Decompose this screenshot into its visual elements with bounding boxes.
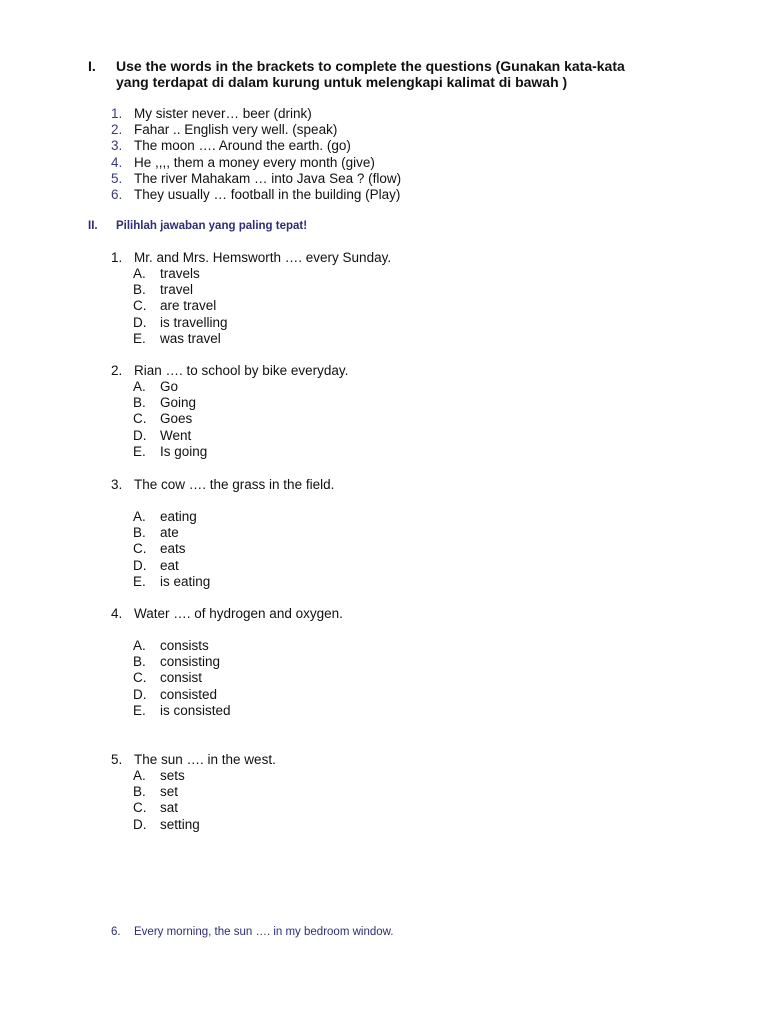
question-text: The cow …. the grass in the field. [134, 477, 335, 492]
option-b[interactable] [133, 654, 231, 670]
section-1-list [111, 106, 401, 203]
option-e[interactable] [133, 331, 228, 347]
question-1-options [133, 266, 228, 347]
option-letter: D. [133, 686, 147, 702]
option-a[interactable] [133, 638, 231, 654]
option-letter: B. [133, 282, 146, 298]
option-letter: E. [133, 573, 146, 589]
item-number: 6. [111, 186, 123, 202]
option-text: consisting [160, 654, 221, 670]
item-text: My sister never… beer (drink) [134, 106, 312, 121]
question-2-options [133, 379, 207, 460]
option-text: are travel [160, 298, 217, 314]
option-text: consists [160, 638, 209, 653]
item-text: The river Mahakam … into Java Sea ? (flow) [134, 170, 402, 186]
option-letter: C. [133, 298, 147, 314]
option-a[interactable] [133, 266, 228, 282]
option-letter: B. [133, 784, 146, 800]
question-text: Rian …. to school by bike everyday. [134, 363, 349, 378]
option-text: setting [160, 816, 200, 832]
option-letter: D. [133, 557, 147, 573]
item-text: He ,,,, them a money every month (give) [134, 154, 375, 170]
option-text: is consisted [160, 702, 231, 718]
section-2-instruction: Pilihlah jawaban yang paling tepat! [116, 220, 308, 232]
question-number: 5. [111, 752, 123, 767]
option-letter: A. [133, 768, 146, 783]
item-text: Fahar .. English very well. (speak) [134, 122, 338, 138]
question-number: 3. [111, 477, 123, 492]
list-item [111, 171, 401, 187]
option-d[interactable] [133, 558, 210, 574]
option-e[interactable] [133, 574, 210, 590]
option-letter: C. [133, 800, 147, 816]
option-text: consist [160, 670, 203, 686]
section-1-instruction [116, 58, 716, 90]
option-c[interactable] [133, 800, 200, 816]
option-text: eat [160, 557, 179, 573]
question-1 [111, 250, 391, 266]
option-text: Goes [160, 411, 193, 427]
option-a[interactable] [133, 379, 207, 395]
option-e[interactable] [133, 703, 231, 719]
option-b[interactable] [133, 784, 200, 800]
option-text: was travel [160, 330, 221, 346]
option-text: eats [160, 541, 186, 557]
option-text: Go [160, 379, 179, 394]
option-c[interactable] [133, 670, 231, 686]
option-letter: C. [133, 670, 147, 686]
question-4-options [133, 638, 231, 719]
question-number: 6. [111, 926, 121, 938]
option-letter: C. [133, 411, 147, 427]
item-number: 1. [111, 106, 123, 121]
option-d[interactable] [133, 687, 231, 703]
option-c[interactable] [133, 298, 228, 314]
question-5 [111, 752, 276, 768]
question-number: 2. [111, 363, 123, 378]
question-3 [111, 477, 334, 493]
option-text: travel [160, 282, 194, 298]
option-text: set [160, 784, 179, 800]
list-item [111, 155, 401, 171]
question-number: 4. [111, 606, 123, 621]
option-a[interactable] [133, 768, 200, 784]
list-item [111, 138, 401, 154]
option-d[interactable] [133, 428, 207, 444]
option-letter: D. [133, 314, 147, 330]
question-text: Water …. of hydrogen and oxygen. [134, 606, 343, 621]
item-number: 4. [111, 154, 123, 170]
option-text: sets [160, 768, 185, 783]
option-b[interactable] [133, 282, 228, 298]
item-text: They usually … football in the building (Play) [134, 186, 401, 202]
option-letter: D. [133, 427, 147, 443]
option-b[interactable] [133, 525, 210, 541]
section-1-numeral: I. [88, 58, 96, 74]
option-text: eating [160, 509, 197, 524]
question-text: The sun …. in the west. [134, 752, 276, 767]
option-letter: A. [133, 509, 146, 524]
option-e[interactable] [133, 444, 207, 460]
question-text: Every morning, the sun …. in my bedroom window. [134, 926, 394, 938]
item-number: 5. [111, 170, 123, 186]
item-text: The moon …. Around the earth. (go) [134, 138, 351, 154]
list-item [111, 106, 401, 122]
option-text: Went [160, 427, 192, 443]
option-letter: B. [133, 395, 146, 411]
section-1-instruction-line-2: yang terdapat di dalam kurung untuk melengkapi kalimat di bawah ) [116, 74, 568, 90]
question-number: 1. [111, 250, 123, 265]
option-letter: B. [133, 654, 146, 670]
option-letter: A. [133, 638, 146, 653]
list-item [111, 187, 401, 203]
option-text: sat [160, 800, 179, 816]
option-b[interactable] [133, 395, 207, 411]
item-number: 2. [111, 122, 123, 138]
option-d[interactable] [133, 817, 200, 833]
option-c[interactable] [133, 411, 207, 427]
option-letter: A. [133, 379, 146, 394]
section-1-instruction-line-1: Use the words in the brackets to complete the questions (Gunakan kata-kata [116, 58, 625, 74]
option-letter: A. [133, 266, 146, 281]
option-letter: C. [133, 541, 147, 557]
option-text: Going [160, 395, 197, 411]
option-text: Is going [160, 443, 208, 459]
option-letter: E. [133, 330, 146, 346]
option-text: travels [160, 266, 200, 281]
option-a[interactable] [133, 509, 210, 525]
option-text: consisted [160, 686, 218, 702]
list-item [111, 122, 401, 138]
option-letter: E. [133, 702, 146, 718]
option-c[interactable] [133, 541, 210, 557]
section-2-heading [88, 220, 307, 232]
option-text: is eating [160, 573, 211, 589]
option-text: ate [160, 525, 179, 541]
option-d[interactable] [133, 315, 228, 331]
option-letter: D. [133, 816, 147, 832]
question-4 [111, 606, 343, 622]
question-2 [111, 363, 348, 379]
section-2-numeral: II. [88, 220, 98, 232]
item-number: 3. [111, 138, 123, 154]
question-5-options [133, 768, 200, 833]
question-6 [111, 926, 394, 938]
question-text: Mr. and Mrs. Hemsworth …. every Sunday. [134, 250, 392, 265]
option-text: is travelling [160, 314, 228, 330]
question-3-options [133, 509, 210, 590]
option-letter: B. [133, 525, 146, 541]
option-letter: E. [133, 443, 146, 459]
